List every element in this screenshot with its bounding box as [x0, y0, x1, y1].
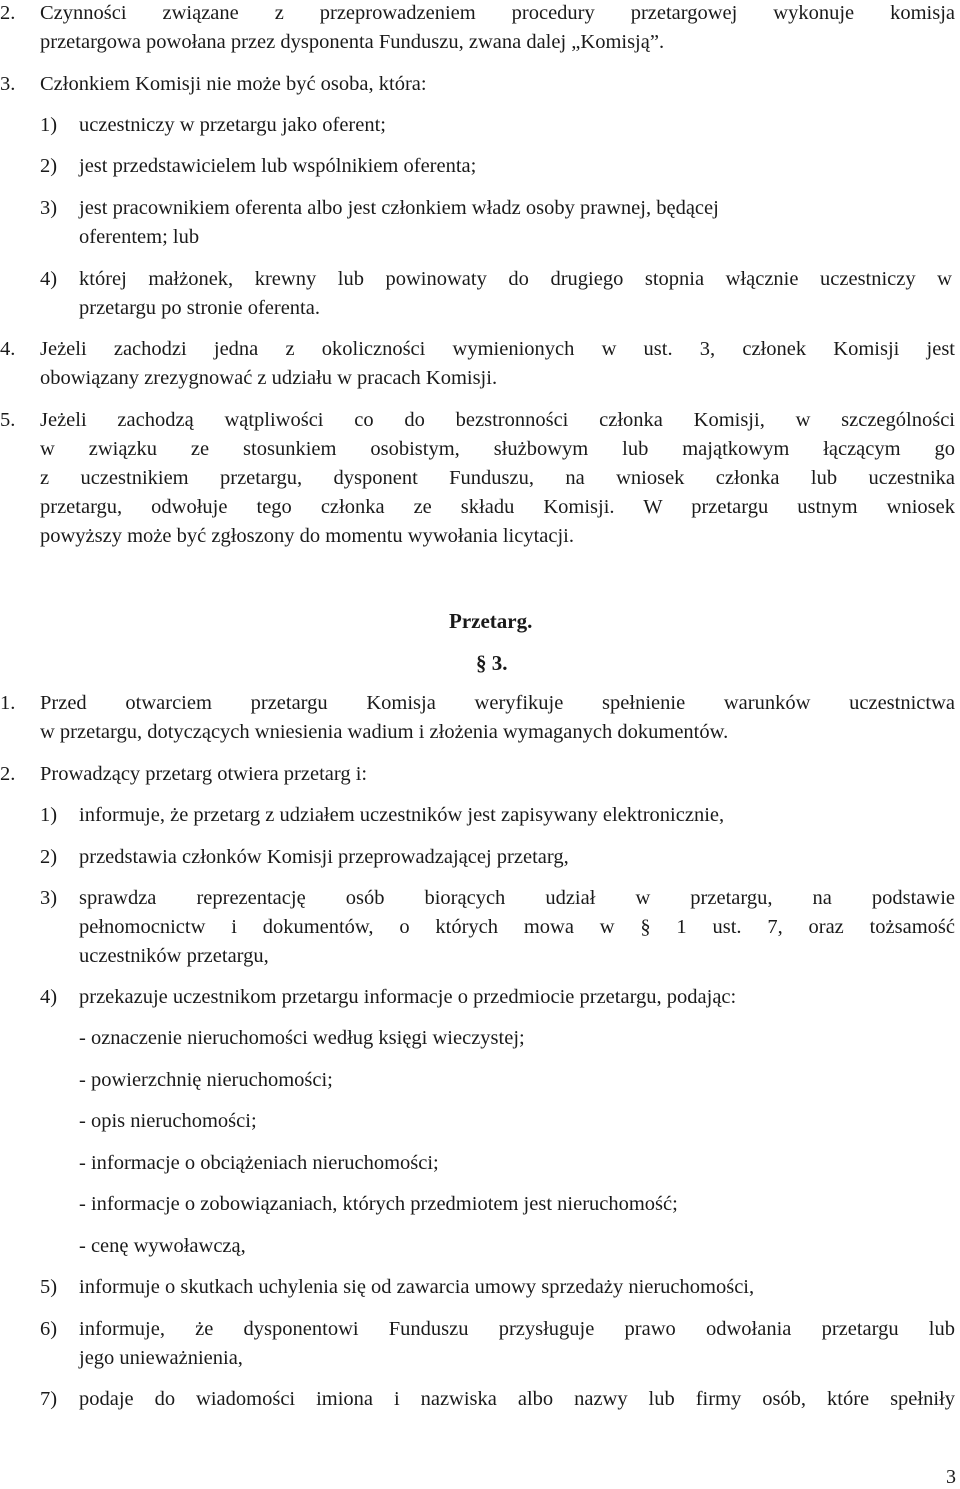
list-item-number: 3): [40, 197, 58, 219]
dash-item: - opis nieruchomości;: [79, 1110, 257, 1132]
list-item-number: 5): [40, 1276, 58, 1298]
dash-item: - oznaczenie nieruchomości według księgi wieczystej;: [79, 1027, 525, 1049]
paragraph-text: przetargowa powołana przez dysponenta Funduszu, zwana dalej „Komisją”.: [40, 31, 665, 53]
paragraph-text: Czynności związane z przeprowadzeniem procedury przetargowej wykonuje komisja: [40, 2, 955, 24]
list-item-text: jest przedstawicielem lub wspólnikiem oferenta;: [79, 155, 477, 177]
list-item-text: której małżonek, krewny lub powinowaty do drugiego stopnia włącznie uczestniczy w: [79, 268, 952, 290]
paragraph-text: Jeżeli zachodzi jedna z okoliczności wymienionych w ust. 3, członek Komisji jest: [40, 338, 955, 360]
dash-item: - powierzchnię nieruchomości;: [79, 1069, 333, 1091]
paragraph-text: w związku ze stosunkiem osobistym, służbowym lub majątkowym łączącym go: [40, 438, 955, 460]
section-heading: Przetarg.: [449, 609, 533, 633]
list-item-text: oferentem; lub: [79, 226, 200, 248]
list-item-text: jest pracownikiem oferenta albo jest członkiem władz osoby prawnej, będącej: [79, 197, 719, 219]
list-item-text: podaje do wiadomości imiona i nazwiska albo nazwy lub firmy osób, które spełniły: [79, 1388, 955, 1410]
paragraph-number: 2.: [0, 763, 16, 785]
paragraph-number: 5.: [0, 409, 16, 431]
list-item-number: 6): [40, 1318, 58, 1340]
list-item-text: informuje o skutkach uchylenia się od zawarcia umowy sprzedaży nieruchomości,: [79, 1276, 755, 1298]
paragraph-text: przetargu, odwołuje tego członka ze składu Komisji. W przetargu ustnym wniosek: [40, 496, 955, 518]
list-item-number: 2): [40, 846, 58, 868]
section-number: § 3.: [476, 651, 508, 675]
page-number: 3: [946, 1466, 956, 1488]
list-item-text: uczestniczy w przetargu jako oferent;: [79, 114, 386, 136]
list-item-text: przekazuje uczestnikom przetargu informacje o przedmiocie przetargu, podając:: [79, 986, 737, 1008]
paragraph-text: Członkiem Komisji nie może być osoba, która:: [40, 73, 427, 95]
paragraph-number: 1.: [0, 692, 16, 714]
list-item-text: pełnomocnictw i dokumentów, o których mowa w § 1 ust. 7, oraz tożsamość: [79, 916, 955, 938]
dash-item: - informacje o obciążeniach nieruchomości;: [79, 1152, 439, 1174]
list-item-number: 1): [40, 804, 58, 826]
list-item-text: przedstawia członków Komisji przeprowadzającej przetarg,: [79, 846, 569, 868]
paragraph-text: Przed otwarciem przetargu Komisja weryfikuje spełnienie warunków uczestnictwa: [40, 692, 955, 714]
list-item-number: 7): [40, 1388, 58, 1410]
list-item-text: informuje, że dysponentowi Funduszu przysługuje prawo odwołania przetargu lub: [79, 1318, 955, 1340]
list-item-number: 3): [40, 887, 58, 909]
paragraph-text: w przetargu, dotyczących wniesienia wadium i złożenia wymaganych dokumentów.: [40, 721, 729, 743]
list-item-number: 4): [40, 986, 58, 1008]
dash-item: - cenę wywoławczą,: [79, 1235, 246, 1257]
dash-item: - informacje o zobowiązaniach, których przedmiotem jest nieruchomość;: [79, 1193, 678, 1215]
list-item-text: sprawdza reprezentację osób biorących udział w przetargu, na podstawie: [79, 887, 955, 909]
list-item-number: 4): [40, 268, 58, 290]
paragraph-number: 2.: [0, 2, 16, 24]
list-item-number: 1): [40, 114, 58, 136]
paragraph-number: 4.: [0, 338, 16, 360]
list-item-text: jego unieważnienia,: [79, 1347, 243, 1369]
paragraph-text: z uczestnikiem przetargu, dysponent Funduszu, na wniosek członka lub uczestnika: [40, 467, 955, 489]
list-item-text: informuje, że przetarg z udziałem uczestników jest zapisywany elektronicznie,: [79, 804, 725, 826]
paragraph-number: 3.: [0, 73, 16, 95]
paragraph-text: Jeżeli zachodzą wątpliwości co do bezstronności członka Komisji, w szczególności: [40, 409, 955, 431]
paragraph-text: Prowadzący przetarg otwiera przetarg i:: [40, 763, 368, 785]
paragraph-text: powyższy może być zgłoszony do momentu wywołania licytacji.: [40, 525, 575, 547]
paragraph-text: obowiązany zrezygnować z udziału w pracach Komisji.: [40, 367, 498, 389]
list-item-text: uczestników przetargu,: [79, 945, 269, 967]
list-item-text: przetargu po stronie oferenta.: [79, 297, 320, 319]
list-item-number: 2): [40, 155, 58, 177]
